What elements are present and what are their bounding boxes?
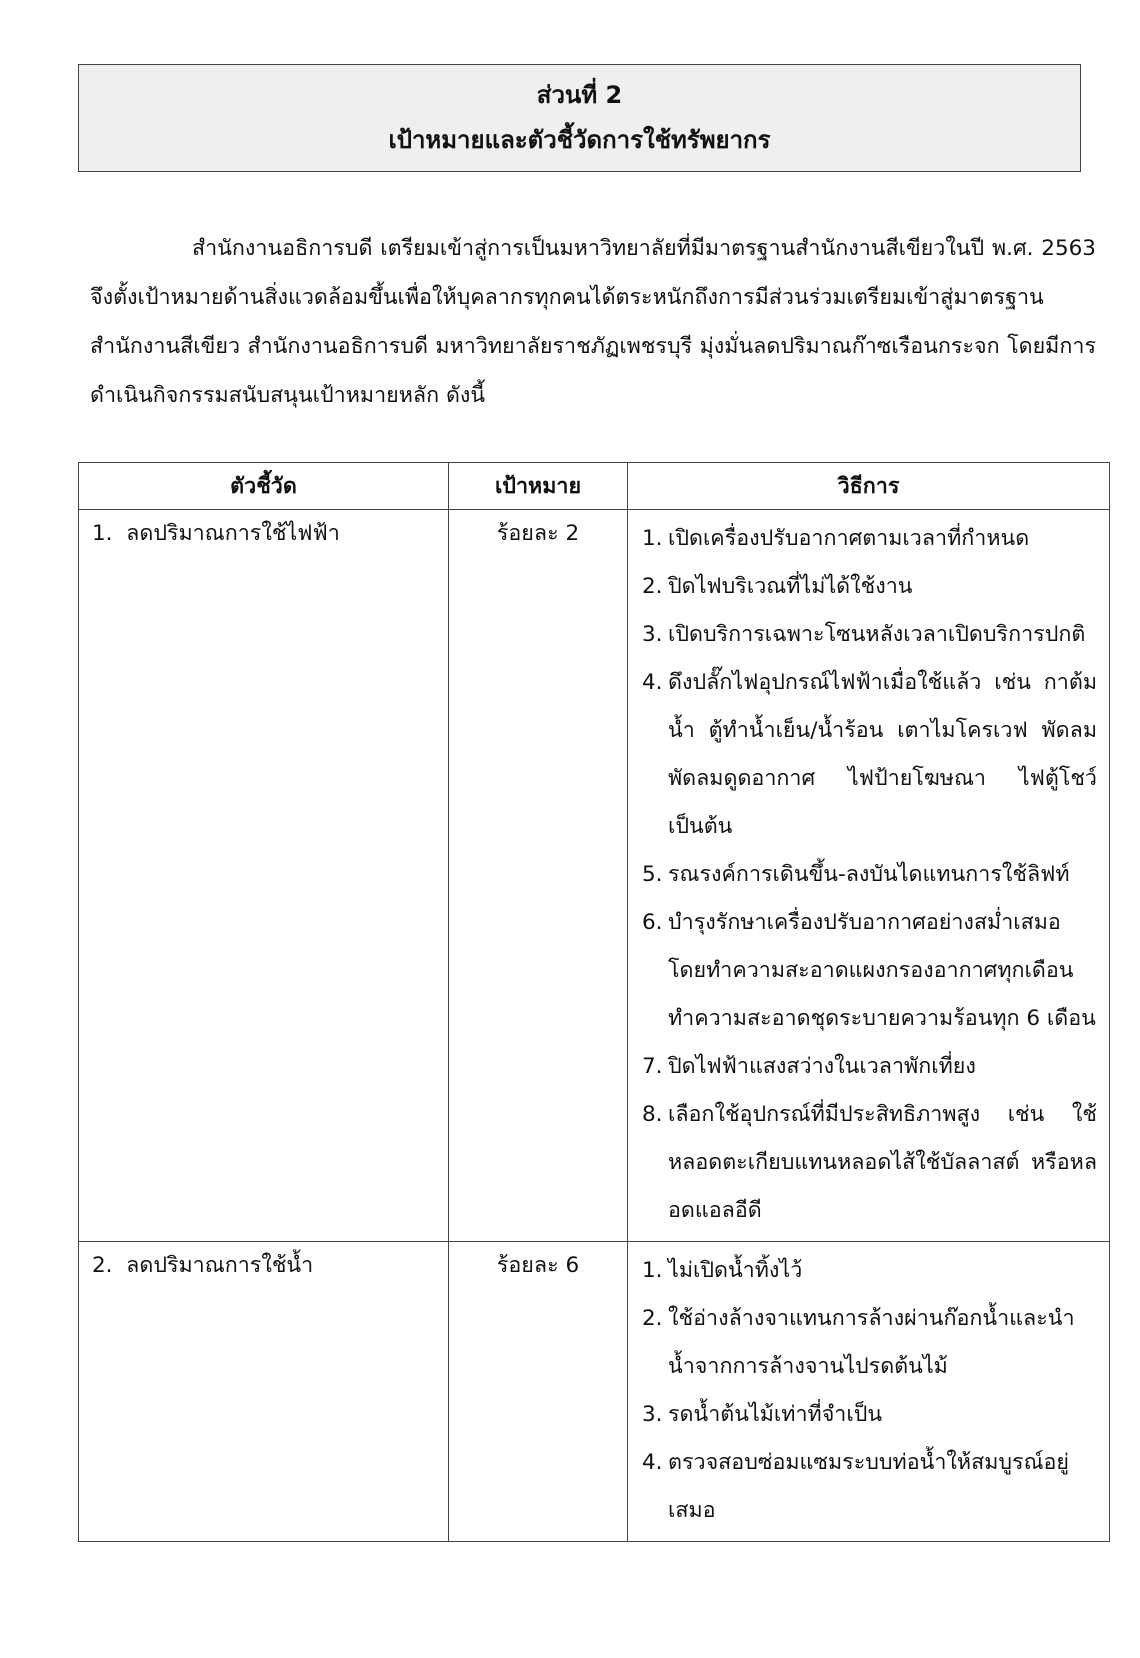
target-cell: ร้อยละ 6 (449, 1242, 628, 1542)
method-item: 7. ปิดไฟฟ้าแสงสว่างในเวลาพักเที่ยง (642, 1054, 976, 1079)
method-text: รดน้ำต้นไม้เท่าที่จำเป็น (668, 1402, 883, 1427)
method-item: 6. บำรุงรักษาเครื่องปรับอากาศอย่างสม่ำเสมอ โดยทำความสะอาดแผงกรองอากาศทุกเดือน ทำความสะอาดชุดระบายความร้อนทุก 6 เดือน (642, 910, 1096, 1031)
table-row (79, 1242, 1110, 1542)
method-text: เปิดบริการเฉพาะโซนหลังเวลาเปิดบริการปกติ (668, 622, 1086, 647)
method-item: 5. รณรงค์การเดินขึ้น-ลงบันไดแทนการใช้ลิฟท์ (642, 862, 1070, 887)
method-text: รณรงค์การเดินขึ้น-ลงบันไดแทนการใช้ลิฟท์ (668, 862, 1070, 887)
header-indicator: ตัวชี้วัด (79, 463, 449, 510)
method-item: 3. รดน้ำต้นไม้เท่าที่จำเป็น (642, 1402, 883, 1427)
indicator-cell: 2. ลดปริมาณการใช้น้ำ (79, 1242, 449, 1542)
method-cell (628, 510, 1110, 1242)
method-text: เลือกใช้อุปกรณ์ที่มีประสิทธิภาพสูง เช่น ใช้หลอดตะเกียบแทนหลอดไส้ใช้บัลลาสต์ หรือหลอดแอลอีดี (668, 1102, 1097, 1223)
method-list (638, 515, 1097, 1235)
method-text: ปิดไฟบริเวณที่ไม่ได้ใช้งาน (668, 574, 913, 599)
method-text: ปิดไฟฟ้าแสงสว่างในเวลาพักเที่ยง (668, 1054, 976, 1079)
indicator-cell: 1. ลดปริมาณการใช้ไฟฟ้า (79, 510, 449, 1242)
section-title: เป้าหมายและตัวชี้วัดการใช้ทรัพยากร (388, 126, 771, 154)
method-item: 4. ตรวจสอบซ่อมแซมระบบท่อน้ำให้สมบูรณ์อยู่เสมอ (642, 1450, 1070, 1523)
intro-paragraph (90, 224, 1096, 420)
method-item: 1. เปิดเครื่องปรับอากาศตามเวลาที่กำหนด (642, 526, 1030, 551)
section-number: ส่วนที่ 2 (536, 81, 623, 109)
intro-text: สำนักงานอธิการบดี เตรียมเข้าสู่การเป็นมหาวิทยาลัยที่มีมาตรฐานสำนักงานสีเขียวในปี พ.ศ. 2563 จึงตั้งเป้าหมายด้านสิ่งแวดล้อมขึ้นเพื่อให้บุคลากรทุกคนได้ตระหนักถึงการมีส่วนร่วมเตรียมเข้าสู่มาตรฐานสำนักงานสีเขียว สำนักงานอธิการบดี มหาวิทยาลัยราชภัฏเพชรบุรี มุ่งมั่นลดปริมาณก๊าซเรือนกระจก โดยมีการดำเนินกิจกรรมสนับสนุนเป้าหมายหลัก ดังนี้ (90, 236, 1096, 408)
table-header-row (79, 463, 1110, 510)
method-item: 2. ปิดไฟบริเวณที่ไม่ได้ใช้งาน (642, 574, 913, 599)
header-method: วิธีการ (628, 463, 1110, 510)
indicator-table (78, 462, 1110, 1542)
method-text: เปิดเครื่องปรับอากาศตามเวลาที่กำหนด (668, 526, 1030, 551)
method-item: 2. ใช้อ่างล้างจาแทนการล้างผ่านก๊อกน้ำและนำน้ำจากการล้างจานไปรดต้นไม้ (642, 1306, 1075, 1379)
method-text: ใช้อ่างล้างจาแทนการล้างผ่านก๊อกน้ำและนำน้ำจากการล้างจานไปรดต้นไม้ (668, 1306, 1075, 1379)
method-text: บำรุงรักษาเครื่องปรับอากาศอย่างสม่ำเสมอ โดยทำความสะอาดแผงกรองอากาศทุกเดือน ทำความสะอาดชุดระบายความร้อนทุก 6 เดือน (668, 910, 1096, 1031)
target-cell: ร้อยละ 2 (449, 510, 628, 1242)
section-header (78, 64, 1081, 172)
header-target: เป้าหมาย (449, 463, 628, 510)
method-text: ไม่เปิดน้ำทิ้งไว้ (668, 1258, 803, 1283)
method-item: 4. ดึงปลั๊กไฟอุปกรณ์ไฟฟ้าเมื่อใช้แล้ว เช่น กาต้มน้ำ ตู้ทำน้ำเย็น/น้ำร้อน เตาไมโครเวฟ พัดลม พัดลมดูดอากาศ ไฟป้ายโฆษณา ไฟตู้โชว์ เป็นต้น (642, 670, 1097, 839)
method-item: 3. เปิดบริการเฉพาะโซนหลังเวลาเปิดบริการปกติ (642, 622, 1086, 647)
method-text: ดึงปลั๊กไฟอุปกรณ์ไฟฟ้าเมื่อใช้แล้ว เช่น กาต้มน้ำ ตู้ทำน้ำเย็น/น้ำร้อน เตาไมโครเวฟ พัดลม พัดลมดูดอากาศ ไฟป้ายโฆษณา ไฟตู้โชว์ เป็นต้น (668, 670, 1097, 839)
method-list (638, 1247, 1097, 1535)
method-item: 8. เลือกใช้อุปกรณ์ที่มีประสิทธิภาพสูง เช่น ใช้หลอดตะเกียบแทนหลอดไส้ใช้บัลลาสต์ หรือหลอดแอลอีดี (642, 1102, 1097, 1223)
method-text: ตรวจสอบซ่อมแซมระบบท่อน้ำให้สมบูรณ์อยู่เสมอ (668, 1450, 1070, 1523)
method-cell (628, 1242, 1110, 1542)
table-row (79, 510, 1110, 1242)
method-item: 1. ไม่เปิดน้ำทิ้งไว้ (642, 1258, 803, 1283)
